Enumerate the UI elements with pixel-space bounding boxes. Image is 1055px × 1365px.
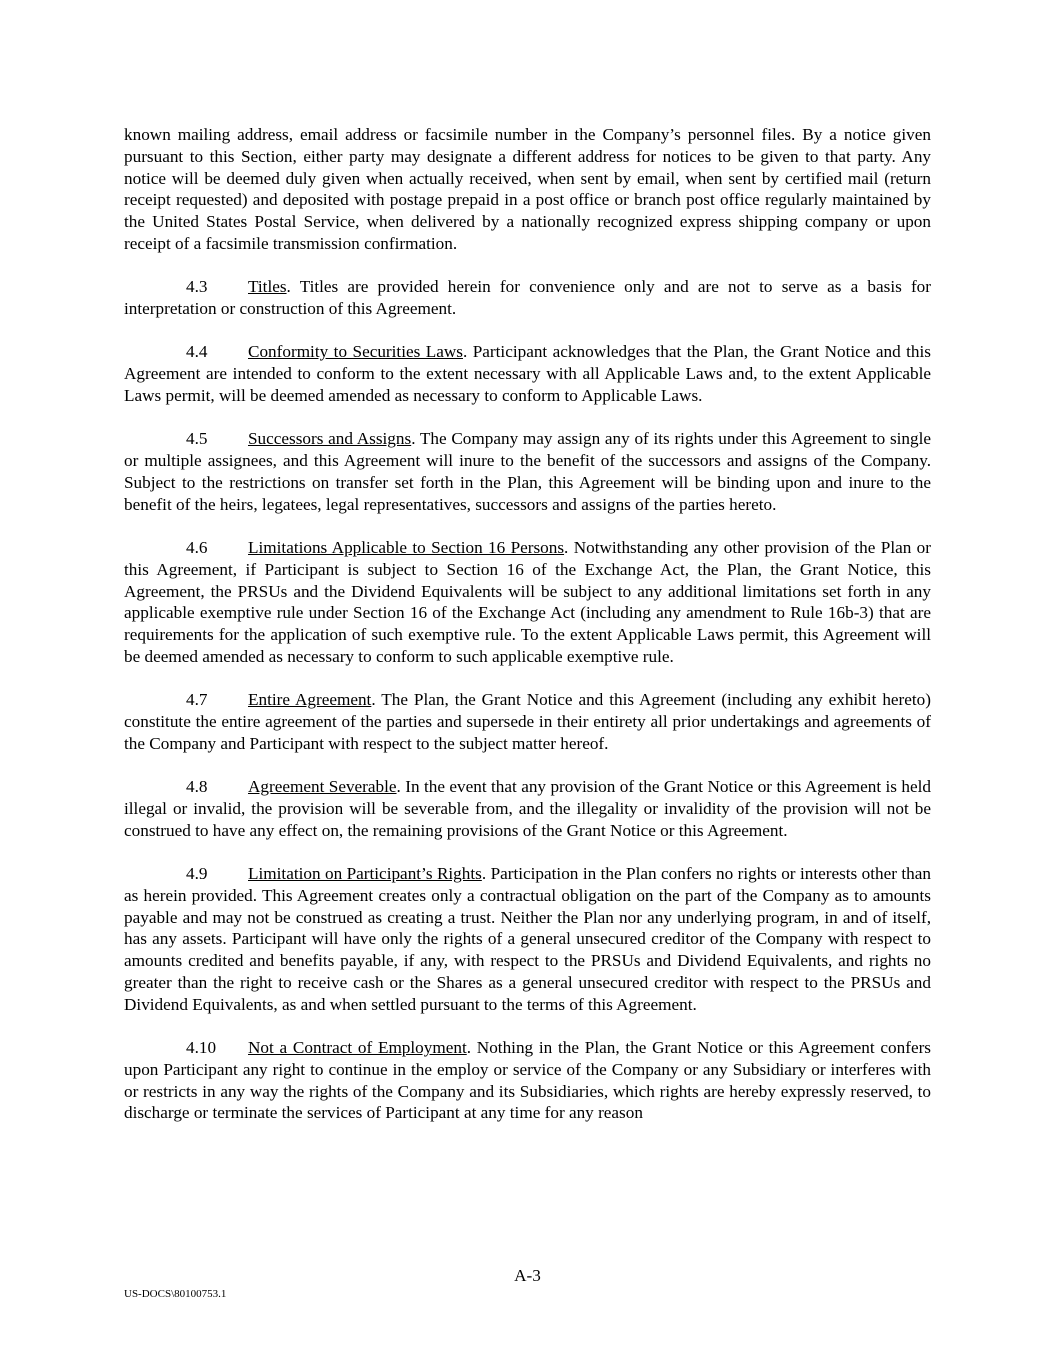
section-number: 4.3 — [186, 277, 208, 297]
section-body: . Participant acknowledges that the Plan, the Grant Notice and this Agreement are intended to conform to the extent necessary with all Applicable Laws and, to the extent Applicable Laws permit, will be deemed amended as necessary to conform to Applicable Laws. — [124, 342, 931, 405]
section-4-8 — [124, 776, 931, 841]
section-body: . The Plan, the Grant Notice and this Agreement (including any exhibit hereto) constitute the entire agreement of the parties and supersede in their entirety all prior undertakings and agreements of the Company and Participant with respect to the subject matter hereof. — [124, 690, 931, 753]
section-4-5 — [124, 428, 931, 515]
section-4-7 — [124, 689, 931, 754]
section-title: Limitations Applicable to Section 16 Persons — [248, 537, 565, 557]
section-title: Limitation on Participant’s Rights — [248, 864, 482, 884]
intro-paragraph: known mailing address, email address or facsimile number in the Company’s personnel files. By a notice given pursuant to this Section, either party may designate a different address for notices to be given to that party. Any notice will be deemed duly given when actually received, when sent by email, when sent by certified mail (return receipt requested) and deposited with postage prepaid in a post office or branch post office regularly maintained by the United States Postal Service, when delivered by a nationally recognized express shipping company or upon receipt of a facsimile transmission confirmation. — [124, 125, 931, 253]
section-4-10 — [124, 1037, 931, 1124]
section-number: 4.6 — [186, 537, 208, 557]
section-title: Successors and Assigns — [248, 429, 412, 449]
page-number: A-3 — [514, 1266, 541, 1285]
section-4-4 — [124, 341, 931, 406]
section-number: 4.10 — [186, 1038, 217, 1058]
section-body: . Titles are provided herein for convenience only and are not to serve as a basis for interpretation or construction of this Agreement. — [124, 277, 931, 319]
section-number: 4.7 — [186, 690, 208, 710]
document-page — [124, 124, 931, 1146]
section-number: 4.4 — [186, 342, 208, 362]
section-number: 4.8 — [186, 777, 208, 797]
section-title: Titles — [248, 277, 287, 297]
section-title: Not a Contract of Employment — [248, 1038, 467, 1058]
section-body: . Nothing in the Plan, the Grant Notice or this Agreement confers upon Participant any right to continue in the employ or service of the Company or any Subsidiary or interferes with or restricts in any way the rights of the Company and its Subsidiaries, which rights are hereby expressly reserved, to discharge or terminate the services of Participant at any time for any reason — [124, 1038, 931, 1123]
document-id: US-DOCS\80100753.1 — [124, 1288, 227, 1300]
section-number: 4.5 — [186, 429, 208, 449]
section-body: . In the event that any provision of the Grant Notice or this Agreement is held illegal or invalid, the provision will be severable from, and the illegality or invalidity of the provision will not be construed to have any effect on, the remaining provisions of the Grant Notice or this Agreement. — [124, 777, 931, 840]
section-4-6 — [124, 537, 931, 668]
section-body: . The Company may assign any of its rights under this Agreement to single or multiple assignees, and this Agreement will inure to the benefit of the successors and assigns of the Company. Subject to the restrictions on transfer set forth in the Plan, this Agreement will be binding upon and inure to the benefit of the heirs, legatees, legal representatives, successors and assigns of the parties hereto. — [124, 429, 931, 514]
section-4-9 — [124, 863, 931, 1016]
section-title: Agreement Severable — [248, 777, 397, 797]
section-body: . Notwithstanding any other provision of the Plan or this Agreement, if Participant is subject to Section 16 of the Exchange Act, the Plan, the Grant Notice, this Agreement, the PRSUs and the Dividend Equivalents will be subject to any additional limitations set forth in any applicable exemptive rule under Section 16 of the Exchange Act (including any amendment to Rule 16b-3) that are requirements for the application of such exemptive rule. To the extent Applicable Laws permit, this Agreement will be deemed amended as necessary to conform to such applicable exemptive rule. — [124, 537, 931, 666]
section-title: Entire Agreement — [248, 690, 372, 710]
section-4-3 — [124, 276, 931, 320]
section-body: . Participation in the Plan confers no rights or interests other than as herein provided. This Agreement creates only a contractual obligation on the part of the Company as to amounts payable and may not be construed as creating a trust. Neither the Plan nor any underlying program, in and of itself, has any assets. Participant will have only the rights of a general unsecured creditor of the Company with respect to amounts credited and benefits payable, if any, with respect to the PRSUs and Dividend Equivalents, and rights no greater than the right to receive cash or the Shares as a general unsecured creditor with respect to the PRSUs and Dividend Equivalents, as and when settled pursuant to the terms of this Agreement. — [124, 864, 931, 1014]
section-title: Conformity to Securities Laws — [248, 342, 463, 362]
section-number: 4.9 — [186, 864, 208, 884]
